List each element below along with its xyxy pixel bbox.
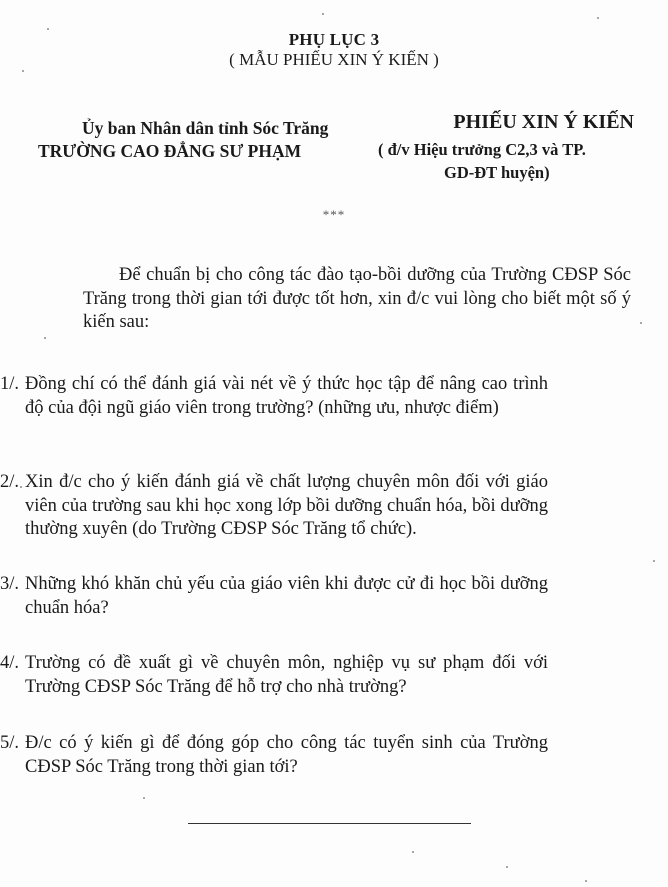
closing-rule	[188, 823, 471, 824]
form-target-line2: GD-ĐT huyện)	[444, 163, 550, 182]
scan-speck	[585, 880, 587, 882]
scan-speck	[506, 866, 508, 868]
appendix-subtitle: ( MẪU PHIẾU XIN Ý KIẾN )	[229, 50, 439, 69]
question-text: Đ/c có ý kiến gì để đóng góp cho công tác tuyển sinh của Trường CĐSP Sóc Trăng trong thời gian tới?	[25, 733, 548, 777]
scan-speck	[640, 322, 642, 324]
scan-speck	[22, 70, 24, 72]
question-text: Trường có đề xuất gì về chuyên môn, nghiệp vụ sư phạm đối với Trường CĐSP Sóc Trăng để hỗ trợ cho nhà trường?	[25, 653, 548, 697]
organization-block	[38, 117, 358, 163]
question-item	[0, 652, 548, 699]
section-separator: ***	[322, 207, 346, 222]
question-text: Đồng chí có thể đánh giá vài nét về ý thức học tập để nâng cao trình độ của đội ngũ giáo viên trong trường? (những ưu, nhược điểm)	[25, 374, 548, 418]
question-item	[0, 573, 548, 620]
question-item	[0, 732, 548, 779]
scan-speck	[47, 28, 49, 30]
question-number: 3/.	[0, 574, 20, 594]
organization-name: TRƯỜNG CAO ĐẲNG SƯ PHẠM	[38, 141, 302, 161]
question-text: Xin đ/c cho ý kiến đánh giá về chất lượng chuyên môn đối với giáo viên của trường sau khi học xong lớp bồi dưỡng chuẩn hóa, bồi dưỡng thường xuyên (do Trường CĐSP Sóc Trăng tổ chức).	[25, 472, 548, 539]
scan-speck	[322, 13, 324, 15]
question-number: 2/.	[0, 472, 20, 492]
scan-speck	[653, 560, 655, 562]
form-heading-block	[378, 109, 638, 184]
form-target-line1: ( đ/v Hiệu trưởng C2,3 và TP.	[378, 140, 586, 159]
form-target	[378, 138, 638, 184]
scan-speck	[143, 797, 145, 799]
question-item	[0, 471, 548, 542]
scan-speck	[44, 337, 46, 339]
question-number: 1/.	[0, 374, 20, 394]
scan-speck	[412, 851, 414, 853]
intro-paragraph: Để chuẩn bị cho công tác đào tạo-bồi dưỡng của Trường CĐSP Sóc Trăng trong thời gian tới được tốt hơn, xin đ/c vui lòng cho biết một số ý kiến sau:	[83, 265, 631, 332]
appendix-title: PHỤ LỤC 3	[288, 30, 380, 49]
organization-parent: Ủy ban Nhân dân tỉnh Sóc Trăng	[82, 118, 329, 138]
question-number: 4/.	[0, 653, 20, 673]
question-item	[0, 373, 548, 420]
question-text: Những khó khăn chủ yếu của giáo viên khi được cử đi học bồi dưỡng chuẩn hóa?	[25, 574, 548, 618]
form-title: PHIẾU XIN Ý KIẾN	[453, 111, 634, 133]
question-number: 5/.	[0, 733, 20, 753]
scan-speck	[20, 486, 22, 488]
scan-speck	[597, 17, 599, 19]
